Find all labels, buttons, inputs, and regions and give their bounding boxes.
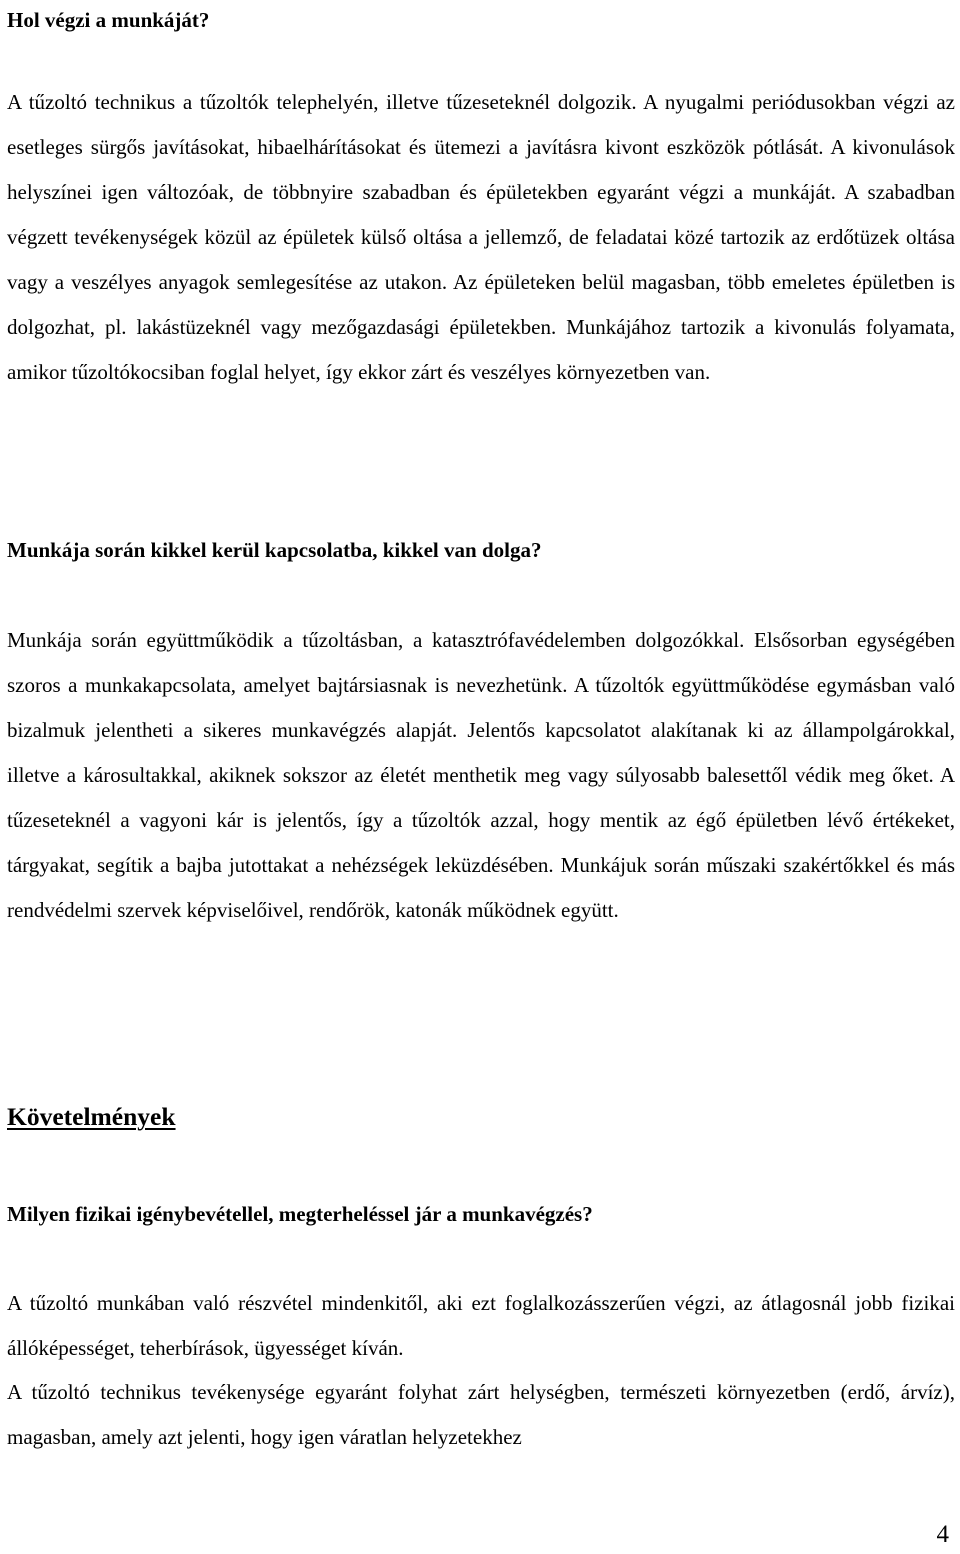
document-page [7, 0, 955, 1554]
heading-contacts: Munkája során kikkel kerül kapcsolatba, kikkel van dolga? [7, 538, 542, 562]
heading-where-work: Hol végzi a munkáját? [7, 8, 210, 32]
page-number: 4 [936, 1521, 949, 1548]
heading-requirements: Követelmények [7, 1102, 176, 1131]
paragraph-physical-1: A tűzoltó munkában való részvétel mindenkitől, aki ezt foglalkozásszerűen végzi, az átlagosnál jobb fizikai állóképességet, teherbírások, ügyességet kíván. [7, 1291, 955, 1360]
paragraph-where-work: A tűzoltó technikus a tűzoltók telephelyén, illetve tűzeseteknél dolgozik. A nyugalmi periódusokban végzi az esetleges sürgős javításokat, hibaelhárításokat és ütemezi a javításra kivont eszközök pótlását. A kivonulások helyszínei igen változóak, de többnyire szabadban és épületekben egyaránt végzi a munkáját. A szabadban végzett tevékenységek közül az épületek külső oltása a jellemző, de feladatai közé tartozik az erdőtüzek oltása vagy a veszélyes anyagok semlegesítése az utakon. Az épületeken belül magasban, több emeletes épületben is dolgozhat, pl. lakástüzeknél vagy mezőgazdasági épületekben. Munkájához tartozik a kivonulás folyamata, amikor tűzoltókocsiban foglal helyet, így ekkor zárt és veszélyes környezetben van. [7, 90, 955, 384]
heading-physical: Milyen fizikai igénybevétellel, megterheléssel jár a munkavégzés? [7, 1202, 593, 1226]
paragraph-physical-2: A tűzoltó technikus tevékenysége egyaránt folyhat zárt helységben, természeti környezetben (erdő, árvíz), magasban, amely azt jelenti, hogy igen váratlan helyzetekhez [7, 1380, 955, 1449]
paragraph-contacts: Munkája során együttműködik a tűzoltásban, a katasztrófavédelemben dolgozókkal. Elsősorban egységében szoros a munkakapcsolata, amelyet bajtársiasnak is nevezhetünk. A tűzoltók együttműködése egymásban való bizalmuk jelentheti a sikeres munkavégzés alapját. Jelentős kapcsolatot alakítanak ki az állampolgárokkal, illetve a károsultakkal, akiknek sokszor az életét menthetik meg vagy súlyosabb balesettől védik meg őket. A tűzeseteknél a vagyoni kár is jelentős, így a tűzoltók azzal, hogy mentik az égő épületben lévő értékeket, tárgyakat, segítik a bajba jutottakat a nehézségek leküzdésében. Munkájuk során műszaki szakértőkkel és más rendvédelmi szervek képviselőivel, rendőrök, katonák működnek együtt. [7, 628, 955, 922]
